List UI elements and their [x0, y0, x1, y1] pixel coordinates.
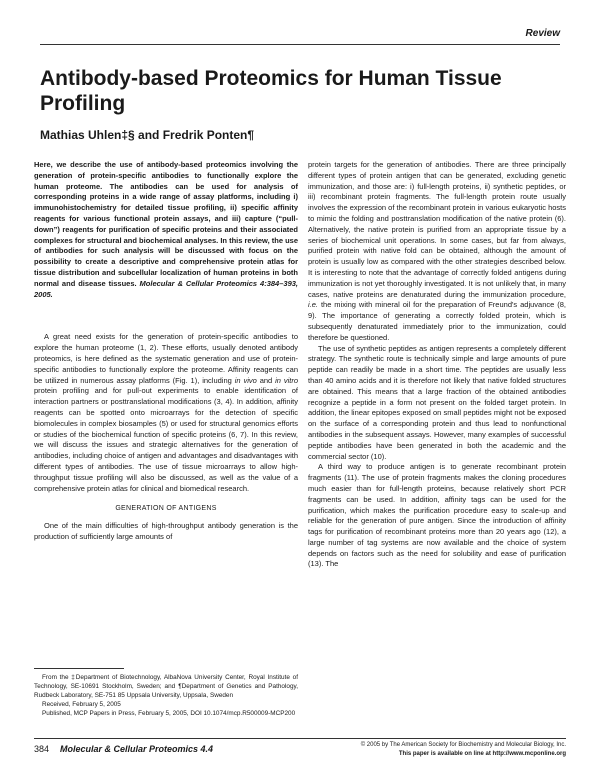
intro-text-c: protein profiling and for pull-out experiments to enable identification of interaction partners or posttranslational modifications (3, 4). In addition, affinity reagents can be spotted onto microarrays for the detection of specific biomolecules in complex biosamples (5) or used for structural genomics efforts or studies of the biochemical function of specific proteins (6, 7). In this review, we will discuss the issues and strategic alternatives for the generation of antibodies, including choice of antigen and advantages and disadvantages with different types of antibodies. The use of tissue microarrays to allow high-throughput tissue profiling will also be discussed, as well as the value of a comprehensive protein atlas for clinical and biomedical research. — [34, 386, 298, 493]
footnote-received: Received, February 5, 2005 — [42, 701, 121, 708]
right-paragraph-3: A third way to produce antigen is to generate recombinant protein fragments (11). The use of protein fragments makes the cloning procedures much easier than for full-length proteins, because relatively short PCR fragments can be used. In addition, affinity tags can be used for the purification, which makes the purification procedure easy to scale-up and reliable for the generation of pure antigen. Since the introduction of affinity tags for purification of recombinant proteins more than 20 years ago (12), a large number of tag systems are now available and the choice of system depends on factors such as the need for solubility and ease of purification (13). The — [308, 462, 566, 569]
intro-emphasis-in-vitro: in vitro — [275, 375, 299, 385]
page-number: 384 — [34, 744, 50, 754]
left-column — [34, 160, 298, 543]
intro-emphasis-in-vivo: in vivo — [234, 375, 257, 385]
intro-text-a: A great need exists for the generation of protein-specific antibodies to explore the human proteome (1, 2). These efforts, usually denoted antibody proteomics, is here defined as the systematic generation and use of protein-specific antibodies to functionally explore the proteome. Affinity reagents can be utilized in numerous assay platforms (Fig. 1), including — [34, 332, 298, 385]
copyright-notice: © 2005 by The American Society for Biochemistry and Molecular Biology, Inc. — [360, 742, 566, 748]
article-title: Antibody-based Proteomics for Human Tissue Profiling — [40, 67, 502, 115]
footnote-affiliation: From the ‡Department of Biotechnology, AlbaNova University Center, Royal Institute of Technology, SE-10691 Stockholm, Sweden; and ¶Department of Genetics and Pathology, Rudbeck Laboratory, SE-751 85 Uppsala University, Uppsala, Sweden — [34, 674, 298, 699]
online-availability: This paper is available on line at http://www.mcponline.org — [398, 751, 566, 757]
footer-rule — [34, 738, 566, 739]
right-paragraph-1-text: protein targets for the generation of antibodies. There are three principally different types of protein antigen that can be generated, excluding genetic immunization, and those are: i) full-length proteins, ii) synthetic peptides, or iii) recombinant protein fragments. The full-length protein route usually involves the expression of the recombinant protein in various eukaryotic hosts to mimic the folding and posttranslation modification of the native protein (6). Alternatively, the native protein is purified from an appropriate tissue by a series of biochemical unit operations. In some cases, but far from always, purified protein with native fold can be obtained, although the amount of protein is usually low as compared with the other strategies described below. It is interesting to note that the advantage of correctly folded antigens during immunization is not yet thoroughly investigated. It is not unlikely that, in many cases, native proteins are denaturated during the immunization procedure, — [308, 160, 566, 299]
section-heading-antigens: GENERATION OF ANTIGENS — [115, 505, 217, 513]
right-paragraph-1 — [308, 160, 566, 344]
intro-paragraph — [34, 332, 298, 494]
abstract-text: Here, we describe the use of antibody-based proteomics involving the generation of protein-specific antibodies to functionally explore the human proteome. The antibodies can be used for analysis of corresponding proteins in a wide range of assay platforms, including i) immunohistochemistry for detailed tissue profiling, ii) specific affinity reagents for various functional protein assays, and iii) capture (“pull-down”) reagents for purification of specific proteins and their associated complexes for structural and biochemical analyses. In this review, the use of antibodies for such analysis will be discussed with focus on the possibility to create a descriptive and comprehensive protein atlas for tissue distribution and subcellular localization of human proteins in both normal and disease tissues. — [34, 160, 298, 288]
header-rule — [40, 44, 560, 45]
footnote-published: Published, MCP Papers in Press, February 5, 2005, DOI 10.1074/mcp.R500009-MCP200 — [42, 710, 296, 717]
right-column — [308, 160, 566, 570]
section-label: Review — [525, 28, 560, 39]
right-paragraph-1-text-b: the mixing with mineral oil for the preparation of Freund's adjuvance (8, 9). The importance of generating a correctly folded protein, which is subsequently denaturated immediately prior to the immunization, could therefore be questioned. — [308, 300, 566, 342]
footnotes — [34, 673, 298, 718]
footnote-rule — [34, 668, 124, 669]
right-paragraph-1-emphasis: i.e. — [308, 300, 319, 310]
abstract-citation: Molecular & Cellular Proteomics 4:384–393, 2005. — [34, 278, 298, 299]
intro-text-b: and — [259, 375, 273, 385]
right-paragraph-2: The use of synthetic peptides as antigen represents a completely different strategy. The synthetic route is technically simple and large amounts of pure peptide can readily be made in a short time. The peptides are usually less than 40 amino acids and it is therefore not likely that native folded structures are obtained. This means that a large fraction of the obtained antibodies recognize a peptide in a form not present on the folded target protein. In addition, the linear epitopes exposed on small peptides might not be exposed on the surface of a corresponding protein and thus lead to nonfunctional antibodies in the subsequent assays. However, many examples of successful peptide antibodies have been generated in both the academic and the commercial sector (10). — [308, 343, 566, 461]
abstract — [34, 160, 298, 300]
journal-name: Molecular & Cellular Proteomics 4.4 — [60, 744, 214, 754]
antigens-paragraph: One of the main difficulties of high-throughput antibody generation is the production of sufficiently large amounts of — [34, 521, 298, 541]
author-list: Mathias Uhlen‡§ and Fredrik Ponten¶ — [40, 128, 255, 142]
